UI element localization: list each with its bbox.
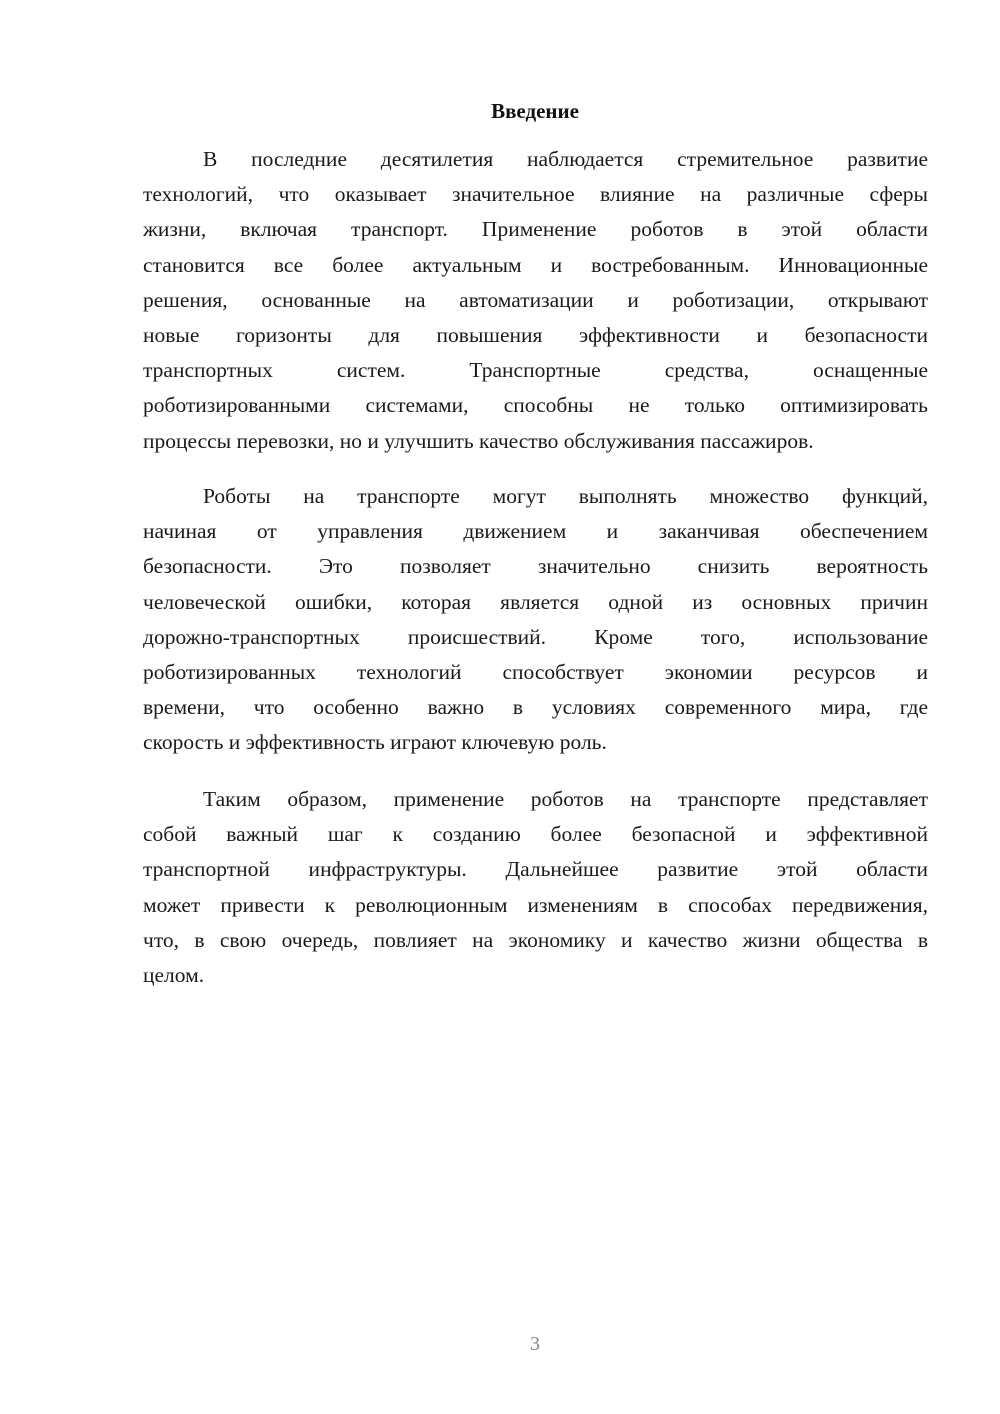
- text-line: собой важный шаг к созданию более безопасной и эффективной: [143, 822, 928, 847]
- text-line: транспортной инфраструктуры. Дальнейшее развитие этой области: [143, 857, 928, 882]
- text-line: целом.: [143, 962, 205, 987]
- text-line: новые горизонты для повышения эффективности и безопасности: [143, 322, 928, 347]
- paragraph-2: [143, 479, 928, 761]
- text-line: жизни, включая транспорт. Применение роботов в этой области: [143, 217, 928, 242]
- page-number: 3: [530, 1333, 540, 1355]
- text-line: В последние десятилетия наблюдается стремительное развитие: [203, 147, 928, 171]
- text-line: роботизированных технологий способствует экономии ресурсов и: [143, 659, 928, 684]
- text-line: процессы перевозки, но и улучшить качество обслуживания пассажиров.: [143, 428, 814, 453]
- text-line: что, в свою очередь, повлияет на экономику и качество жизни общества в: [143, 927, 928, 952]
- text-line: дорожно-транспортных происшествий. Кроме того, использование: [143, 624, 928, 649]
- paragraph-3: [143, 782, 928, 993]
- text-line: времени, что особенно важно в условиях современного мира, где: [143, 695, 928, 720]
- text-line: может привести к революционным изменениям в способах передвижения,: [143, 892, 928, 917]
- text-line: решения, основанные на автоматизации и роботизации, открывают: [143, 287, 928, 312]
- text-line: человеческой ошибки, которая является одной из основных причин: [143, 589, 928, 614]
- paragraph-1: [143, 142, 928, 459]
- text-line: становится все более актуальным и востребованным. Инновационные: [143, 252, 928, 277]
- section-title: Введение: [491, 99, 579, 123]
- text-line: технологий, что оказывает значительное влияние на различные сферы: [143, 182, 928, 207]
- text-line: скорость и эффективность играют ключевую роль.: [143, 730, 607, 755]
- text-line: Роботы на транспорте могут выполнять множество функций,: [203, 484, 928, 508]
- text-line: транспортных систем. Транспортные средства, оснащенные: [143, 358, 928, 383]
- text-line: роботизированными системами, способны не только оптимизировать: [143, 393, 928, 418]
- text-line: безопасности. Это позволяет значительно снизить вероятность: [143, 554, 928, 579]
- text-line: Таким образом, применение роботов на транспорте представляет: [203, 787, 928, 811]
- text-line: начиная от управления движением и заканчивая обеспечением: [143, 519, 928, 544]
